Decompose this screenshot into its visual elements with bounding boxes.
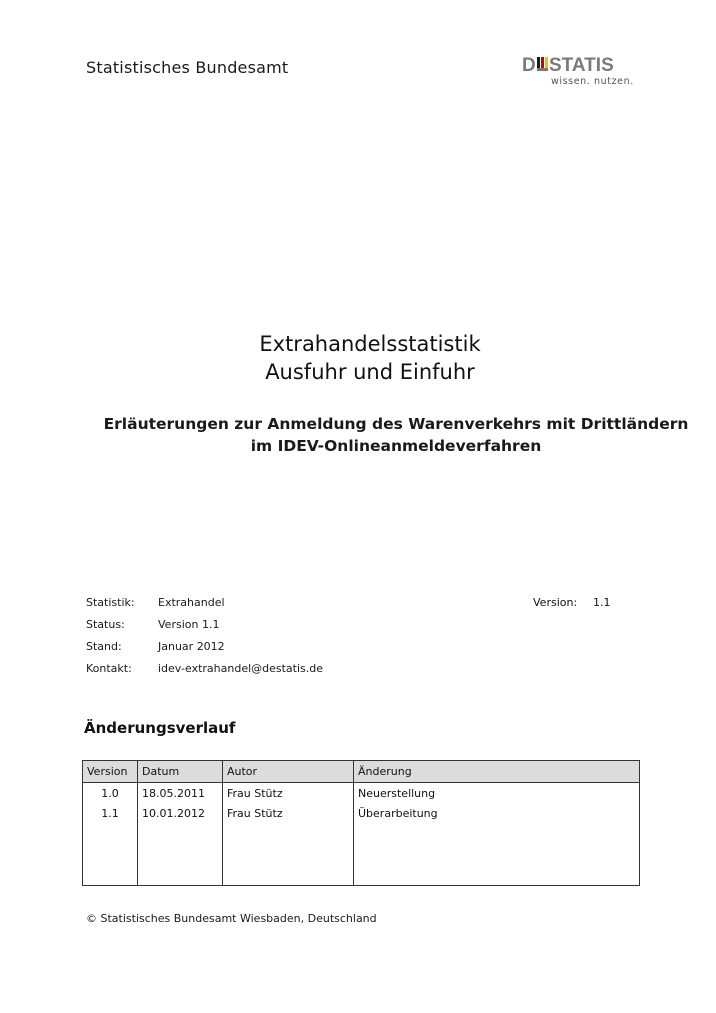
meta-value: Extrahandel bbox=[158, 596, 225, 609]
empty-cell bbox=[354, 823, 640, 886]
meta-key: Stand: bbox=[86, 640, 122, 653]
cell-datum: 10.01.2012 bbox=[138, 803, 223, 823]
meta-value: Januar 2012 bbox=[158, 640, 225, 653]
document-subtitle bbox=[96, 413, 696, 457]
organization-name: Statistisches Bundesamt bbox=[86, 58, 289, 77]
document-title bbox=[160, 330, 580, 386]
table-row-empty bbox=[83, 823, 640, 886]
column-header-autor: Autor bbox=[223, 761, 354, 783]
subtitle-line-2: im IDEV-Onlineanmeldeverfahren bbox=[250, 437, 542, 455]
meta-key: Kontakt: bbox=[86, 662, 132, 675]
cell-version: 1.0 bbox=[83, 783, 138, 804]
cell-autor: Frau Stütz bbox=[223, 803, 354, 823]
history-heading: Änderungsverlauf bbox=[84, 719, 236, 737]
destatis-logo bbox=[520, 52, 636, 92]
version-label: Version: bbox=[533, 596, 578, 609]
cell-datum: 18.05.2011 bbox=[138, 783, 223, 804]
subtitle-line-1: Erläuterungen zur Anmeldung des Warenverkehrs mit Drittländern bbox=[103, 415, 689, 433]
column-header-datum: Datum bbox=[138, 761, 223, 783]
svg-text:D: D bbox=[522, 55, 536, 76]
table-row bbox=[83, 783, 640, 804]
table-header-row bbox=[83, 761, 640, 783]
empty-cell bbox=[138, 823, 223, 886]
cell-aenderung: Überarbeitung bbox=[354, 803, 640, 823]
version-value: 1.1 bbox=[593, 596, 611, 609]
column-header-version: Version bbox=[83, 761, 138, 783]
column-header-aenderung: Änderung bbox=[354, 761, 640, 783]
contact-email: idev-extrahandel@destatis.de bbox=[158, 662, 324, 675]
meta-key: Status: bbox=[86, 618, 125, 631]
cell-version: 1.1 bbox=[83, 803, 138, 823]
empty-cell bbox=[223, 823, 354, 886]
title-line-2: Ausfuhr und Einfuhr bbox=[265, 360, 475, 384]
change-history-table bbox=[82, 760, 640, 886]
copyright-footer: © Statistisches Bundesamt Wiesbaden, Deutschland bbox=[86, 912, 377, 925]
title-line-1: Extrahandelsstatistik bbox=[259, 332, 481, 356]
meta-key: Statistik: bbox=[86, 596, 135, 609]
table-row bbox=[83, 803, 640, 823]
svg-text:STATIS: STATIS bbox=[549, 55, 614, 76]
meta-value: Version 1.1 bbox=[158, 618, 220, 631]
cell-aenderung: Neuerstellung bbox=[354, 783, 640, 804]
cell-autor: Frau Stütz bbox=[223, 783, 354, 804]
logo-tagline: wissen. nutzen. bbox=[551, 76, 634, 87]
empty-cell bbox=[83, 823, 138, 886]
